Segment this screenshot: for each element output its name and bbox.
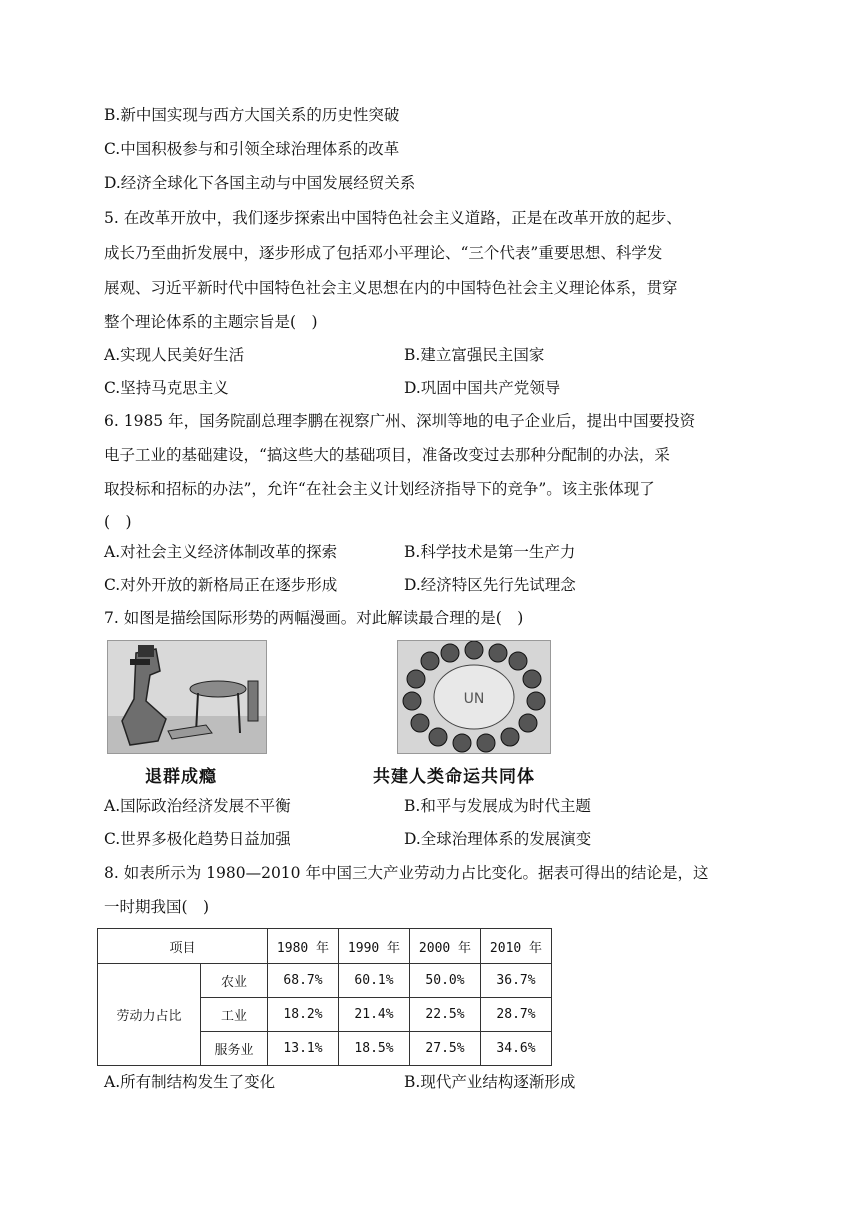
q5-text-1: 5. 在改革开放中，我们逐步探索出中国特色社会主义道路，正是在改革开放的起步、 (104, 209, 682, 227)
table-cell: 34.6% (481, 1032, 552, 1066)
q6-text-4: ( ) (104, 513, 132, 531)
table-header-row (98, 929, 552, 964)
table-cell: 27.5% (410, 1032, 481, 1066)
table-cell: 18.2% (268, 998, 339, 1032)
q7-option-d: D.全球治理体系的发展演变 (404, 830, 592, 848)
table-row-label: 服务业 (201, 1032, 268, 1066)
q6-text-1: 6. 1985 年，国务院副总理李鹏在视察广州、深圳等地的电子企业后，提出中国要投资 (104, 412, 696, 430)
table-row-label: 农业 (201, 964, 268, 998)
table-header-cell: 1990 年 (339, 929, 410, 964)
q7-option-c: C.世界多极化趋势日益加强 (104, 830, 291, 848)
svg-text:UN: UN (463, 691, 485, 707)
q5-text-2: 成长乃至曲折发展中，逐步形成了包括邓小平理论、“三个代表”重要思想、科学发 (104, 244, 663, 262)
q5-option-c: C.坚持马克思主义 (104, 379, 229, 397)
option-b-q4: B.新中国实现与西方大国关系的历史性突破 (104, 106, 400, 124)
table-cell: 68.7% (268, 964, 339, 998)
q7-option-b: B.和平与发展成为时代主题 (404, 797, 591, 815)
q8-option-a: A.所有制结构发生了变化 (104, 1073, 276, 1091)
cartoon-community-image (397, 640, 551, 754)
q7-option-a: A.国际政治经济发展不平衡 (104, 797, 291, 815)
table-row-label: 工业 (201, 998, 268, 1032)
labor-share-table (97, 928, 552, 1066)
q8-text-1: 8. 如表所示为 1980—2010 年中国三大产业劳动力占比变化。据表可得出的结论是，这 (104, 864, 709, 882)
table-header-cell: 2000 年 (410, 929, 481, 964)
option-d-q4: D.经济全球化下各国主动与中国发展经贸关系 (104, 174, 416, 192)
q5-option-d: D.巩固中国共产党领导 (404, 379, 561, 397)
table-cell: 36.7% (481, 964, 552, 998)
q8-option-b: B.现代产业结构逐渐形成 (404, 1073, 576, 1091)
q5-text-3: 展观、习近平新时代中国特色社会主义思想在内的中国特色社会主义理论体系，贯穿 (104, 279, 678, 297)
q6-text-2: 电子工业的基础建设，“搞这些大的基础项目，准备改变过去那种分配制的办法，采 (104, 446, 670, 464)
q6-option-b: B.科学技术是第一生产力 (404, 543, 576, 561)
table-group-label: 劳动力占比 (98, 964, 201, 1066)
table-header-cell: 2010 年 (481, 929, 552, 964)
table-cell: 21.4% (339, 998, 410, 1032)
table-cell: 18.5% (339, 1032, 410, 1066)
q5-option-a: A.实现人民美好生活 (104, 346, 245, 364)
right-cartoon-caption: 共建人类命运共同体 (373, 767, 535, 787)
table-cell: 50.0% (410, 964, 481, 998)
table-cell: 13.1% (268, 1032, 339, 1066)
q6-option-d: D.经济特区先行先试理念 (404, 576, 576, 594)
q6-option-c: C.对外开放的新格局正在逐步形成 (104, 576, 338, 594)
option-c-q4: C.中国积极参与和引领全球治理体系的改革 (104, 140, 400, 158)
q5-option-b: B.建立富强民主国家 (404, 346, 545, 364)
q5-text-4: 整个理论体系的主题宗旨是( ) (104, 313, 318, 331)
q6-option-a: A.对社会主义经济体制改革的探索 (104, 543, 338, 561)
q7-text-1: 7. 如图是描绘国际形势的两幅漫画。对此解读最合理的是( ) (104, 609, 524, 627)
table-cell: 60.1% (339, 964, 410, 998)
q6-text-3: 取投标和招标的办法”，允许“在社会主义计划经济指导下的竞争”。该主张体现了 (104, 480, 655, 498)
q8-text-2: 一时期我国( ) (104, 898, 210, 916)
table-cell: 22.5% (410, 998, 481, 1032)
cartoon-withdrawal-image (107, 640, 267, 754)
table-row (98, 964, 552, 998)
table-header-cell: 项目 (98, 929, 268, 964)
table-header-cell: 1980 年 (268, 929, 339, 964)
left-cartoon-caption: 退群成瘾 (145, 767, 217, 787)
table-cell: 28.7% (481, 998, 552, 1032)
